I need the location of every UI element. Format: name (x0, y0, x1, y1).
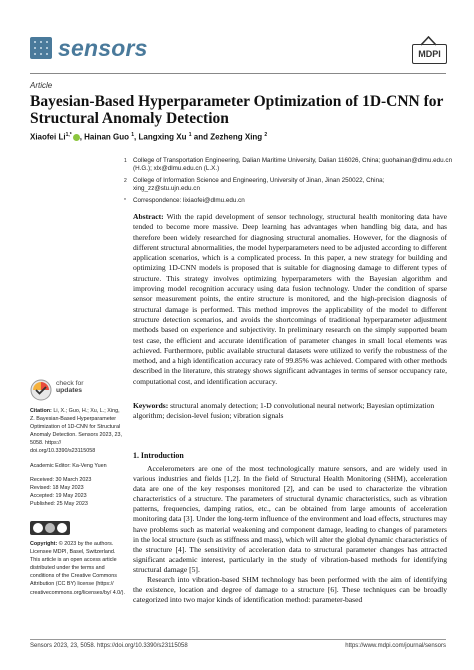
orcid-icon[interactable] (73, 134, 80, 141)
paragraph: Accelerometers are one of the most technologically mature sensors, and are widely used in various industries and fields [1,2]. In the field of Structural Health Monitoring (SHM), acceleration data are one of the key responses monitored [2], and can be used to characterize the vibration characteristics of a structure. The parameters of structural dynamic characteristics, such as vibration patterns, frequencies, damping ratios, etc., can be obtained from large amounts of acceleration monitoring data [3]. Under the long-term influence of the environment and load effects, structures may have problems such as material weakening and component damage, leading to changes of parameters in the local structure (such as stiffness and mass), which will alter the global dynamic characteristics of the structure [4]. The sensitivity of acceleration data to structural parameter changes has attracted significant academic interest, particularly in the study of vibration-based methods for identifying structural damage [5]. (133, 464, 447, 574)
author-affiliation-mark: 1 (131, 132, 135, 138)
affiliation-2 (124, 177, 453, 194)
correspondence-mark: * (124, 198, 126, 204)
author-separator: , (134, 132, 139, 142)
author-separator: , (79, 132, 85, 142)
header-divider (30, 73, 446, 74)
introduction-body (133, 464, 447, 605)
paragraph: Research into vibration-based SHM technology has been performed with the aim of identifying the existence, location and degree of damage to a structure [6]. These techniques can be broadly categorized into two major kinds of identification method: parameter-based (133, 575, 447, 605)
check-for-updates-line1: check for (56, 380, 84, 387)
check-for-updates-link[interactable] (56, 380, 84, 394)
journal-logo-icon (30, 37, 52, 59)
footer-divider (30, 639, 446, 640)
copyright-label: Copyright: (30, 541, 58, 547)
citation-label: Citation: (30, 408, 52, 414)
correspondence-text: Correspondence: lixiaofei@dlmu.edu.cn (133, 197, 245, 204)
affiliation-text: College of Information Science and Engineering, University of Jinan, Jinan 250022, China; xing_zz@stu.ujn.edu.cn (133, 177, 385, 193)
keywords-label: Keywords: (133, 401, 169, 410)
journal-name: sensors (58, 35, 148, 61)
published-date: Published: 25 May 2023 (30, 501, 88, 507)
copyright (30, 540, 125, 597)
section-heading: 1. Introduction (133, 451, 184, 460)
author-name: Zezheng Xing (210, 132, 263, 142)
affiliation-1 (124, 157, 453, 174)
academic-editor: Academic Editor: Ka-Veng Yuen (30, 463, 107, 469)
check-for-updates-line2: updates (56, 387, 83, 394)
cc-license-icon[interactable] (30, 521, 70, 535)
author-name: Langxing Xu (138, 132, 187, 142)
abstract-label: Abstract: (133, 212, 164, 221)
author-affiliation-mark: 1 (188, 132, 192, 138)
keywords-text: structural anomaly detection; 1-D convolutional neural network; Bayesian optimization algorithm; decision-level fusion; vibration signals (133, 401, 435, 421)
author-affiliation-mark: 1,* (65, 132, 72, 138)
author-name: Xiaofei Li (30, 132, 66, 142)
author-affiliation-mark: 2 (264, 132, 268, 138)
correspondence (124, 197, 453, 205)
footer-citation[interactable]: Sensors 2023, 23, 5058. https://doi.org/10.3390/s23115058 (30, 643, 188, 649)
affiliation-text: College of Transportation Engineering, Dalian Maritime University, Dalian 116026, China; guohainan@dlmu.edu.cn (H.G.); xlx@dlmu.edu.cn (L.X.) (133, 157, 453, 173)
accepted-date: Accepted: 19 May 2023 (30, 493, 87, 499)
copyright-text: © 2023 by the authors. Licensee MDPI, Basel, Switzerland. This article is an open access article distributed under the terms and conditions of the Creative Commons Attribution (CC BY) license (https:// creativecommons.org/licenses/by/ 4.0/). (30, 541, 125, 596)
author-name: Hainan Guo (84, 132, 130, 142)
author-conjunction: and (191, 132, 211, 142)
abstract (133, 212, 447, 387)
received-date: Received: 30 March 2023 (30, 477, 92, 483)
abstract-text: With the rapid development of sensor technology, structural health monitoring data have tended to become more massive. Deep learning has advantages when handling big data, and has therefore been widely researched for diagnosing structural anomalies. However, for the diagnosis of different structural abnormalities, the model hyperparameters need to be adjusted according to different application scenarios, which is a complicated process. In this paper, a new strategy for building and optimizing 1D-CNN models is proposed that is suitable for diagnosing damage to different types of structure. This strategy involves optimizing hyperparameters with the Bayesian algorithm and improving model recognition accuracy using data fusion technology. Under the condition of sparse sensor measurement points, the entire structure is monitored, and the high-precision diagnosis of structural damage is performed. This method improves the applicability of the model to different structure detection scenarios, and avoids the shortcomings of traditional hyperparameter adjustment methods based on experience and subjectivity. In preliminary research on the simply supported beam test case, the efficient and accurate identification of parameter changes in small local elements was achieved. Furthermore, public available structural datasets were utilized to verify the robustness of the method, and a high identification accuracy rate of 99.85% was achieved. Compared with other methods described in the literature, this strategy shows significant advantages in terms of sensor occupancy rate, computational cost, and identification accuracy. (133, 212, 447, 386)
article-type: Article (30, 81, 53, 90)
check-for-updates-icon[interactable] (30, 379, 52, 401)
citation-text: Li, X.; Guo, H.; Xu, L.; Xing, Z. Bayesian-Based Hyperparameter Optimization of 1D-CNN for Structural Anomaly Detection. Sensors 2023, 23, 5058. https:// doi.org/10.3390/s23115058 (30, 408, 122, 455)
publisher-logo: MDPI (412, 44, 447, 64)
revised-date: Revised: 18 May 2023 (30, 485, 84, 491)
affiliation-number: 1 (124, 158, 127, 164)
author-list (30, 132, 267, 142)
article-title: Bayesian-Based Hyperparameter Optimization of 1D-CNN for Structural Anomaly Detection (30, 93, 444, 127)
affiliation-number: 2 (124, 178, 127, 184)
citation (30, 407, 125, 456)
footer-journal-link[interactable]: https://www.mdpi.com/journal/sensors (345, 643, 446, 649)
keywords (133, 401, 447, 422)
